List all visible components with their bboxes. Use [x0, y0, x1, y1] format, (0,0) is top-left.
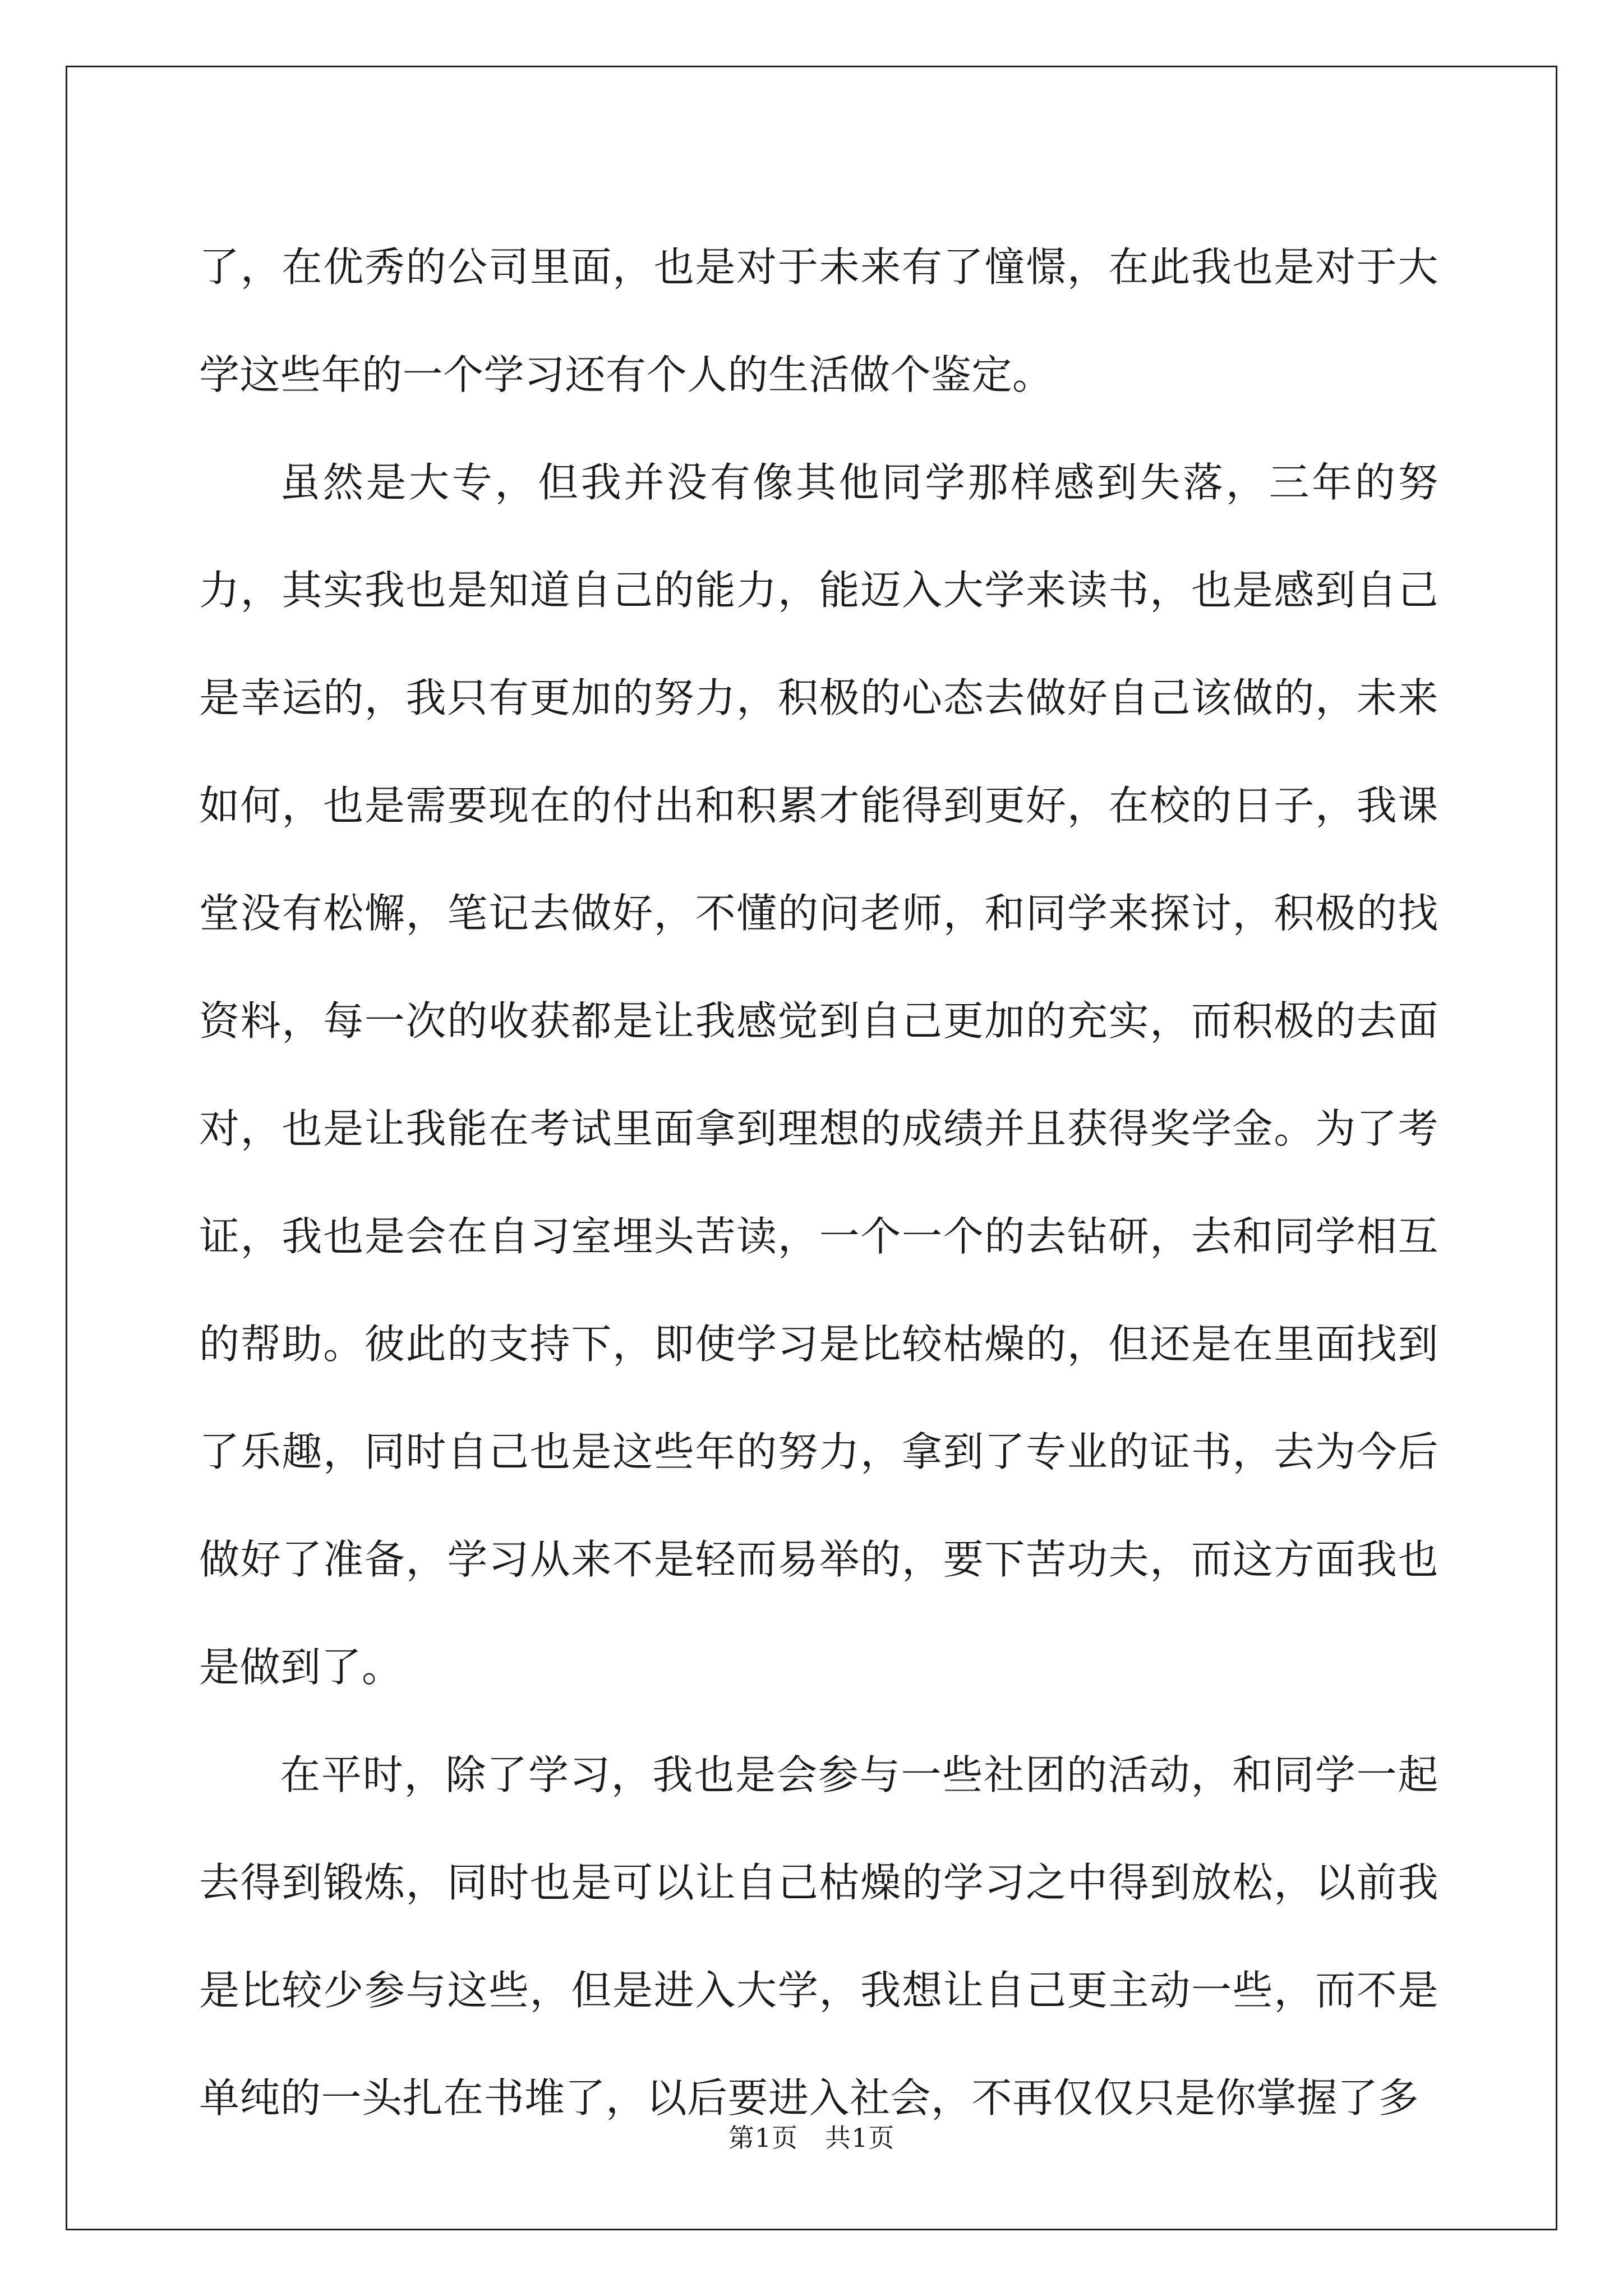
document-body: [199, 213, 1438, 2152]
page-total: 共1页: [825, 2123, 895, 2153]
page-number: 第1页: [728, 2123, 798, 2153]
paragraph-study: 虽然是大专，但我并没有像其他同学那样感到失落，三年的努力，其实我也是知道自己的能力，能迈入大学来读书，也是感到自己是幸运的，我只有更加的努力，积极的心态去做好自己该做的，未来如何，也是需要现在的付出和积累才能得到更好，在校的日子，我课堂没有松懈，笔记去做好，不懂的问老师，和同学来探讨，积极的找资料，每一次的收获都是让我感觉到自己更加的充实，而积极的去面对，也是让我能在考试里面拿到理想的成绩并且获得奖学金。为了考证，我也是会在自习室埋头苦读，一个一个的去钻研，去和同学相互的帮助。彼此的支持下，即使学习是比较枯燥的，但还是在里面找到了乐趣，同时自己也是这些年的努力，拿到了专业的证书，去为今后做好了准备，学习从来不是轻而易举的，要下苦功夫，而这方面我也是做到了。: [199, 459, 1438, 1691]
paragraph-activities: 在平时，除了学习，我也是会参与一些社团的活动，和同学一起去得到锻炼，同时也是可以让自己枯燥的学习之中得到放松，以前我是比较少参与这些，但是进入大学，我想让自己更主动一些，而不是单纯的一头扎在书堆了，以后要进入社会，不再仅仅只是你掌握了多: [199, 1751, 1438, 2122]
page-footer: [0, 2118, 1623, 2155]
paragraph-continued: 了，在优秀的公司里面，也是对于未来有了憧憬，在此我也是对于大学这些年的一个学习还有个人的生活做个鉴定。: [199, 243, 1438, 398]
